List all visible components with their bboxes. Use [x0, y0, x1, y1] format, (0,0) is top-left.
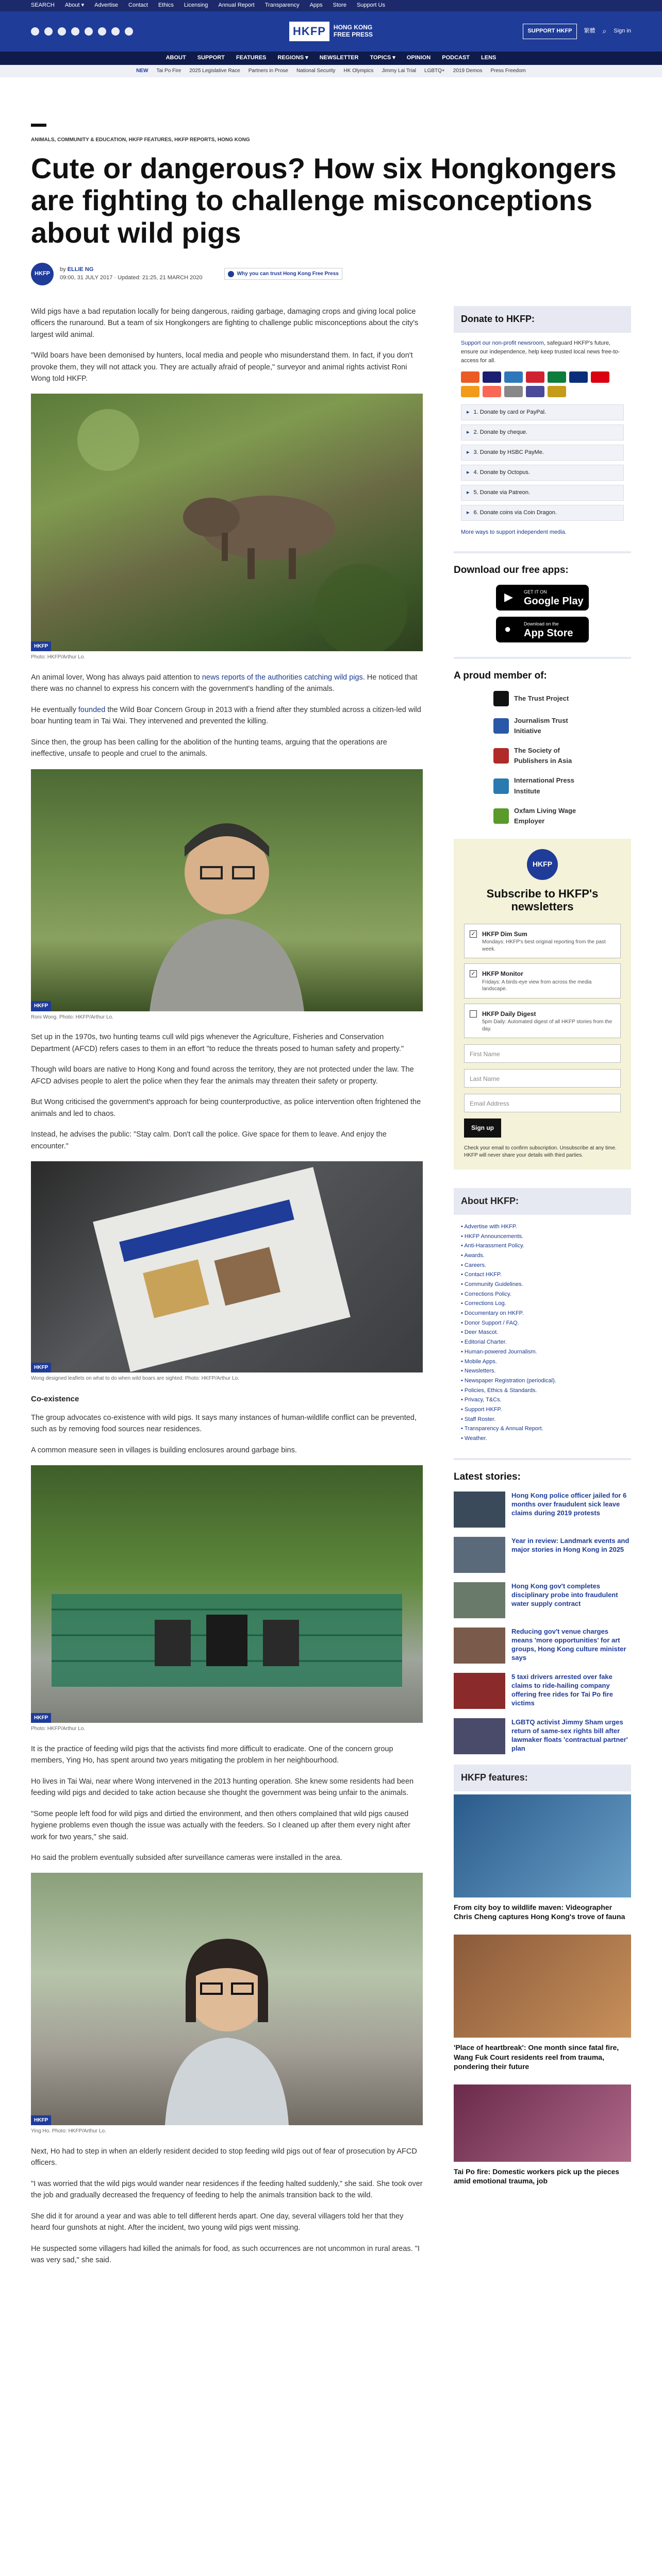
latest-heading: Latest stories:: [454, 1471, 521, 1482]
photo-hkfp-tag: HKFP: [31, 2115, 51, 2126]
oxfam-icon: [493, 808, 509, 824]
about-link[interactable]: • Careers.: [461, 1261, 624, 1270]
byline: [31, 263, 631, 285]
top-link-ethics[interactable]: Ethics: [158, 2, 174, 9]
paragraph: Though wild boars are native to Hong Kong and found across the territory, they are not protected under the law. The AFCD advises people to alert the police when they fear the animals may threaten their safety or property.: [31, 1065, 414, 1086]
paragraph: "Some people left food for wild pigs and dirtied the environment, and then others complained that wild pigs caused hygiene problems even though the issue was actually with the feeders. So I cleaned up after them every night after work for two years," she said.: [31, 1809, 410, 1841]
option-desc: Fridays: A birds-eye view from across the media landscape.: [482, 979, 592, 992]
sidebar: [454, 306, 631, 2276]
paragraph: She did it for around a year and was able to tell different herds apart. One day, several villagers told her that they heard four gunshots at night. After the incident, two young wild pigs went missing.: [31, 2212, 404, 2232]
photo-hkfp-tag: HKFP: [31, 1001, 51, 1011]
photo-caption: Photo: HKFP/Arthur Lo.: [31, 1726, 86, 1732]
trending-item[interactable]: 2025 Legislative Race: [189, 68, 240, 74]
donate-text: [461, 339, 624, 365]
youtube-icon[interactable]: [71, 27, 79, 36]
donate-text-body: , safeguard HKFP's future, ensure our independence, help keep trusted local news free-to-access for all.: [461, 340, 620, 364]
article-photo: [31, 769, 423, 1022]
paragraph: Next, Ho had to step in when an elderly resident decided to stop feeding wild pigs out of fear of prosecution by AFCD officers.: [31, 2147, 417, 2167]
about-link[interactable]: • HKFP Announcements.: [461, 1232, 624, 1242]
paragraph: [31, 704, 423, 727]
jti-icon: [493, 718, 509, 734]
divider: [454, 551, 631, 553]
latest-story[interactable]: [454, 1537, 631, 1573]
feature-image[interactable]: [454, 1794, 631, 1897]
about-link[interactable]: • Weather.: [461, 1434, 624, 1444]
why-trust-link[interactable]: [224, 268, 342, 280]
feature-title[interactable]: Tai Po fire: Domestic workers pick up the pieces amid emotional trauma, job: [454, 2167, 620, 2185]
member-label: Oxfam Living Wage Employer: [514, 806, 576, 825]
nav-about[interactable]: ABOUT: [166, 55, 186, 61]
site-header: [0, 11, 662, 52]
member-label: The Society of Publishers in Asia: [514, 747, 572, 765]
newsletter-option-monitor[interactable]: [464, 963, 621, 998]
member-label: The Trust Project: [514, 694, 569, 702]
option-desc: 5pm Daily: Automated digest of all HKFP stories from the day.: [482, 1019, 613, 1032]
more-ways-link[interactable]: More ways to support independent media.: [461, 529, 567, 535]
newsletter-title: Subscribe to HKFP's newsletters: [486, 887, 599, 913]
story-title[interactable]: 5 taxi drivers arrested over fake claims to ride-hailing company offering free rides for Tai Po fire victims: [511, 1673, 613, 1707]
photo-caption: Roni Wong. Photo: HKFP/Arthur Lo.: [31, 1014, 113, 1020]
app-store-button[interactable]: [496, 617, 589, 642]
newsletter-note: Check your email to confirm subscription. Unsubscribe at any time. HKFP will never share your details with third parties.: [464, 1145, 617, 1158]
story-title[interactable]: Hong Kong police officer jailed for 6 months over fraudulent sick leave claims during 2019 protests: [511, 1492, 627, 1517]
top-link-about[interactable]: About ▾: [64, 2, 85, 9]
about-link[interactable]: • Privacy, T&Cs.: [461, 1395, 624, 1405]
paragraph: It is the practice of feeding wild pigs that the activists find more difficult to eradicate. One of the concern group members, Ying Ho, has spent around two years mitigating the problem in her neighbourhood.: [31, 1744, 393, 1765]
top-link-store[interactable]: Store: [333, 2, 346, 9]
about-link[interactable]: • Policies, Ethics & Standards.: [461, 1386, 624, 1396]
story-thumbnail: [454, 1718, 505, 1754]
apple-icon: ●: [504, 622, 511, 636]
about-link[interactable]: • Transparency & Annual Report.: [461, 1424, 624, 1434]
latest-story[interactable]: [454, 1582, 631, 1618]
about-link[interactable]: • Community Guidelines.: [461, 1280, 624, 1290]
coin-icon: [548, 386, 566, 397]
why-trust-label: Why you can trust Hong Kong Free Press: [237, 270, 339, 277]
paragraph: Ho lives in Tai Wai, near where Wong intervened in the 2013 hunting operation. She knew some residents had been feeding wild pigs and decided to take action because she thought the government was being unfair to the animals.: [31, 1777, 414, 1798]
store-small-text: Download on the: [524, 621, 559, 627]
top-link-annual-report[interactable]: Annual Report: [218, 2, 255, 9]
nav-regions[interactable]: REGIONS ▾: [277, 55, 308, 61]
article-photo: [31, 1873, 423, 2136]
about-link[interactable]: • Human-powered Journalism.: [461, 1347, 624, 1357]
unionpay-icon: [526, 371, 544, 383]
paragraph: Since then, the group has been calling for the abolition of the hunting teams, arguing that the operations are ineffective, unsafe to people and cruel to the animals.: [31, 738, 387, 758]
nav-lens[interactable]: LENS: [481, 55, 496, 61]
cheque-icon: [504, 386, 523, 397]
article-dates: 09:00, 31 JULY 2017 · Updated: 21:25, 21 MARCH 2020: [60, 274, 203, 281]
member-sopa[interactable]: [493, 745, 591, 766]
text-run: . He noticed that there was no channel to express his concern with the government's handling of the animals.: [31, 673, 418, 693]
nav-features[interactable]: FEATURES: [236, 55, 267, 61]
bluesky-icon[interactable]: [98, 27, 106, 36]
nav-podcast[interactable]: PODCAST: [442, 55, 470, 61]
about-link[interactable]: • Contact HKFP.: [461, 1270, 624, 1280]
story-thumbnail: [454, 1492, 505, 1528]
trending-item[interactable]: HK Olympics: [343, 68, 374, 74]
about-link[interactable]: • Newspaper Registration (periodical).: [461, 1376, 624, 1386]
photo-ying-ho: [31, 1873, 423, 2125]
logo-line-2: FREE PRESS: [333, 31, 373, 38]
member-label: Journalism Trust Initiative: [514, 716, 568, 735]
top-link-licensing[interactable]: Licensing: [184, 2, 208, 9]
option-name: HKFP Daily Digest: [482, 1010, 536, 1018]
about-link[interactable]: • Corrections Log.: [461, 1299, 624, 1309]
paragraph: But Wong criticised the government's approach for being counterproductive, as police intervention often frightened the animals and led to chaos.: [31, 1098, 421, 1118]
checkbox-icon[interactable]: [470, 1010, 477, 1018]
text-run: the Wild Boar Concern Group in 2013 with a friend after they stumbled across a citizen-led wild boar hunting team in Tai Wai. They intervened and prevented the killing.: [31, 705, 421, 726]
photo-caption: Photo: HKFP/Arthur Lo.: [31, 654, 86, 660]
about-link[interactable]: • Support HKFP.: [461, 1405, 624, 1415]
fps-icon: [526, 386, 544, 397]
option-name: HKFP Dim Sum: [482, 930, 527, 938]
top-link-apps[interactable]: Apps: [309, 2, 323, 9]
latest-story[interactable]: [454, 1673, 631, 1709]
story-thumbnail: [454, 1628, 505, 1664]
support-hkfp-button[interactable]: SUPPORT HKFP: [523, 24, 576, 39]
ipi-icon: [493, 778, 509, 794]
about-link[interactable]: • Documentary on HKFP.: [461, 1309, 624, 1318]
photo-hkfp-tag: HKFP: [31, 641, 51, 652]
newsletter-option-dim-sum[interactable]: [464, 924, 621, 959]
option-name: HKFP Monitor: [482, 970, 523, 978]
photo-hkfp-tag: HKFP: [31, 1713, 51, 1723]
payme-icon: [591, 371, 609, 383]
photo-caption: Wong designed leaflets on what to do when wild boars are sighted. Photo: HKFP/Arthur Lo.: [31, 1376, 239, 1382]
about-link[interactable]: • Mobile Apps.: [461, 1357, 624, 1367]
sign-up-button[interactable]: Sign up: [464, 1118, 501, 1138]
email-field[interactable]: Email Address: [464, 1094, 621, 1112]
logo-text: [334, 24, 373, 39]
story-thumbnail: [454, 1673, 505, 1709]
instagram-icon[interactable]: [58, 27, 66, 36]
article-photo: [31, 394, 423, 662]
donate-options: [461, 404, 624, 521]
article-photo: [31, 1465, 423, 1733]
member-trust-project[interactable]: [493, 691, 591, 706]
top-link-search[interactable]: SEARCH: [31, 2, 55, 9]
latest-story[interactable]: [454, 1492, 631, 1528]
story-thumbnail: [454, 1582, 505, 1618]
nav-support[interactable]: SUPPORT: [197, 55, 225, 61]
member-heading: A proud member of:: [454, 670, 547, 682]
story-title[interactable]: Hong Kong gov't completes disciplinary probe into fraudulent water supply contract: [511, 1582, 618, 1607]
newsletter-option-daily-digest[interactable]: [464, 1004, 621, 1039]
about-link[interactable]: • Donor Support / FAQ.: [461, 1318, 624, 1328]
photo-caption: Ying Ho. Photo: HKFP/Arthur Lo.: [31, 2128, 106, 2134]
social-icons: [31, 27, 133, 36]
donate-option[interactable]: ▸ 6. Donate coins via Coin Dragon.: [461, 505, 624, 521]
donate-option[interactable]: ▸ 2. Donate by cheque.: [461, 425, 624, 440]
top-link-transparency[interactable]: Transparency: [264, 2, 300, 9]
search-icon[interactable]: ⌕: [602, 27, 607, 36]
about-link[interactable]: • Deer Mascot.: [461, 1328, 624, 1337]
section-subheading: Co-existence: [31, 1394, 79, 1403]
donate-option[interactable]: ▸ 3. Donate by HSBC PayMe.: [461, 445, 624, 461]
threads-icon[interactable]: [85, 27, 93, 36]
trending-item[interactable]: Jimmy Lai Trial: [382, 68, 417, 74]
feature-title[interactable]: 'Place of heartbreak': One month since fatal fire, Wang Fuk Court residents reel from trauma, pondering their future: [454, 2043, 619, 2071]
top-link-support[interactable]: Support Us: [356, 2, 385, 9]
divider: [454, 657, 631, 659]
main-nav: [0, 52, 662, 65]
paragraph: "Wild boars have been demonised by hunters, local media and people who misunderstand them. In fact, if you don't provoke them, they will not attack you. They are actually afraid of people," surveyor and animal rights activist Roni Wong told HKFP.: [31, 351, 413, 383]
paragraph: Wild pigs have a bad reputation locally for being dangerous, raiding garbage, damaging crops and giving local police officers the runaround. But a team of six Hongkongers are fighting to challenge public misconceptions about the city's largest wild animal.: [31, 307, 419, 339]
first-name-field[interactable]: First Name: [464, 1044, 621, 1063]
feature-image[interactable]: [454, 1935, 631, 2038]
nav-topics[interactable]: TOPICS ▾: [370, 55, 395, 61]
trending-item[interactable]: 2019 Demos: [453, 68, 483, 74]
donate-option[interactable]: ▸ 5. Donate via Patreon.: [461, 485, 624, 501]
photo-garbage-enclosure: [31, 1465, 423, 1723]
inline-link[interactable]: founded: [78, 705, 106, 714]
trending-label: NEW: [136, 68, 148, 74]
trending-bar: [0, 65, 662, 77]
article-categories[interactable]: ANIMALS, COMMUNITY & EDUCATION, HKFP FEATURES, HKFP REPORTS, HONG KONG: [31, 137, 250, 143]
store-small-text: GET IT ON: [524, 589, 547, 595]
store-big-text: App Store: [524, 628, 573, 639]
about-link[interactable]: • Advertise with HKFP.: [461, 1222, 624, 1232]
nav-newsletter[interactable]: NEWSLETTER: [319, 55, 359, 61]
last-name-field[interactable]: Last Name: [464, 1069, 621, 1088]
inline-link[interactable]: news reports of the authorities catching wild pigs: [202, 673, 363, 682]
author-avatar: HKFP: [31, 263, 54, 285]
payment-methods: [461, 371, 624, 397]
paragraph: The group advocates co-existence with wild pigs. It says many instances of human-wildlife conflict can be prevented, such as by removing food sources near residences.: [31, 1413, 417, 1434]
member-label: International Press Institute: [514, 776, 575, 795]
story-title[interactable]: Reducing gov't venue charges means 'more opportunities' for art groups, Hong Kong culture minister says: [511, 1628, 626, 1662]
about-link[interactable]: • Anti-Harassment Policy.: [461, 1241, 624, 1251]
photo-hkfp-tag: HKFP: [31, 1363, 51, 1373]
checkbox-checked-icon[interactable]: ✓: [470, 970, 477, 977]
donate-option[interactable]: ▸ 1. Donate by card or PayPal.: [461, 404, 624, 420]
donate-heading: Donate to HKFP:: [454, 306, 631, 333]
trending-item[interactable]: LGBTQ+: [424, 68, 445, 74]
linkedin-icon[interactable]: [111, 27, 120, 36]
paypal-icon: [569, 371, 588, 383]
byline-meta: [60, 266, 203, 282]
paragraph: [31, 672, 423, 695]
top-link-advertise[interactable]: Advertise: [94, 2, 119, 9]
twitter-icon[interactable]: [44, 27, 53, 36]
about-link[interactable]: • Newsletters.: [461, 1366, 624, 1376]
site-logo[interactable]: [289, 22, 373, 41]
amex-icon: [504, 371, 523, 383]
member-ipi[interactable]: [493, 775, 591, 796]
article-title: Cute or dangerous? How six Hongkongers are fighting to challenge misconceptions about wild pigs: [31, 151, 617, 249]
top-utility-bar: [0, 0, 662, 11]
store-big-text: Google Play: [524, 596, 584, 607]
photo-roni-wong: [31, 769, 423, 1011]
author-name[interactable]: ELLIE NG: [67, 266, 94, 273]
article-body: [31, 306, 423, 2276]
story-thumbnail: [454, 1537, 505, 1573]
paragraph: Instead, he advises the public: "Stay calm. Don't call the police. Give space for them to leave. And enjoy the encounter.": [31, 1130, 387, 1150]
story-title[interactable]: Year in review: Landmark events and major stories in Hong Kong in 2025: [511, 1537, 630, 1554]
nav-opinion[interactable]: OPINION: [406, 55, 431, 61]
donate-link[interactable]: Support our non-profit newsroom: [461, 340, 544, 346]
newsletter-box: [454, 839, 631, 1170]
member-oxfam[interactable]: [493, 806, 591, 826]
telegram-icon[interactable]: [125, 27, 133, 36]
article-photo: [31, 1161, 423, 1383]
donate-option[interactable]: ▸ 4. Donate by Octopus.: [461, 465, 624, 481]
paragraph: He suspected some villagers had killed the animals for food, as such occurrences are not uncommon in rural areas. "I was very sad," she said.: [31, 2244, 420, 2265]
checkbox-checked-icon[interactable]: ✓: [470, 930, 477, 938]
jcb-icon: [548, 371, 566, 383]
logo-box: HKFP: [289, 22, 329, 41]
divider: [454, 1458, 631, 1460]
language-toggle[interactable]: 繁體: [584, 28, 595, 35]
newsletter-logo: HKFP: [527, 849, 558, 880]
trending-item[interactable]: Tai Po Fire: [156, 68, 181, 74]
feature-title[interactable]: From city boy to wildlife maven: Videographer Chris Cheng captures Hong Kong's trove of fauna: [454, 1903, 625, 1921]
paragraph: Ho said the problem eventually subsided after surveillance cameras were installed in the area.: [31, 1853, 342, 1862]
trending-item[interactable]: Press Freedom: [490, 68, 526, 74]
option-desc: Mondays: HKFP's best original reporting from the past week.: [482, 939, 606, 952]
visa-icon: [483, 371, 501, 383]
trending-item[interactable]: National Security: [296, 68, 336, 74]
about-heading: About HKFP:: [454, 1188, 631, 1215]
apps-heading: Download our free apps:: [454, 565, 569, 576]
octopus-icon: [461, 386, 479, 397]
latest-story[interactable]: [454, 1718, 631, 1754]
facebook-icon[interactable]: [31, 27, 39, 36]
google-play-button[interactable]: [496, 585, 589, 611]
feature-image[interactable]: [454, 2084, 631, 2162]
sign-in-link[interactable]: Sign in: [614, 28, 631, 35]
title-accent-bar: [31, 124, 46, 127]
about-link[interactable]: • Editorial Charter.: [461, 1337, 624, 1347]
paragraph: Set up in the 1970s, two hunting teams cull wild pigs whenever the Agriculture, Fisheries and Conservation Department (AFCD) refers cases to them in an effort "to reduce the threats posed to human safety and property.": [31, 1033, 404, 1053]
mastercard-icon: [461, 371, 479, 383]
about-link[interactable]: • Corrections Policy.: [461, 1290, 624, 1299]
text-run: He eventually: [31, 705, 78, 714]
member-jti[interactable]: [493, 716, 591, 736]
text-run: An animal lover, Wong has always paid attention to: [31, 673, 202, 682]
trust-icon: [228, 271, 234, 277]
patreon-icon: [483, 386, 501, 397]
features-heading: HKFP features:: [454, 1765, 631, 1791]
google-play-icon: ▶: [504, 590, 513, 604]
top-link-contact[interactable]: Contact: [128, 2, 148, 9]
logo-line-1: HONG KONG: [333, 24, 373, 31]
latest-story[interactable]: [454, 1628, 631, 1664]
paragraph: "I was worried that the wild pigs would wander near residences if the feeding halted suddenly," she said. She took over the job and gradually decreased the frequency of feeding to help the animals transition back to the wild.: [31, 2179, 423, 2200]
trending-item[interactable]: Partners in Prose: [248, 68, 288, 74]
about-links: [454, 1215, 631, 1444]
paragraph: A common measure seen in villages is building enclosures around garbage bins.: [31, 1446, 297, 1454]
photo-leaflets: [31, 1161, 423, 1372]
story-title[interactable]: LGBTQ activist Jimmy Sham urges return of same-sex rights bill after lawmaker floats 'contractual partner' plan: [511, 1718, 628, 1752]
sopa-icon: [493, 748, 509, 764]
photo-wild-pig: [31, 394, 423, 651]
about-link[interactable]: • Awards.: [461, 1251, 624, 1261]
byline-prefix: by: [60, 266, 66, 273]
trust-project-icon: [493, 691, 509, 706]
about-link[interactable]: • Staff Roster.: [461, 1415, 624, 1425]
